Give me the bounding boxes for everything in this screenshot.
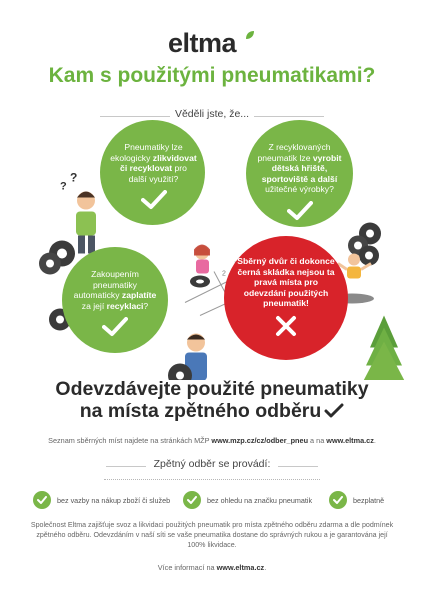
did-you-know-label: Věděli jste, že... — [174, 108, 250, 120]
checkmark-icon — [324, 403, 344, 418]
dotted-divider — [104, 479, 320, 480]
page-title: Kam s použitými pneumatikami? — [48, 64, 376, 87]
eltma-link[interactable]: www.eltma.cz — [326, 436, 374, 445]
checkmark-icon — [287, 201, 313, 221]
checkmark-icon — [141, 190, 167, 210]
condition-item: bez ohledu na značku pneumatik — [183, 491, 312, 509]
checkmark-icon — [329, 491, 347, 509]
fact-bubble-playground: Z recyklovaných pneumatik lze vyrobit dětská hřiště, sportoviště a další užitečné výrobky? — [246, 120, 353, 227]
checkmark-icon — [102, 317, 128, 337]
checkmark-icon — [183, 491, 201, 509]
info-paragraph: Společnost Eltma zajišťuje svoz a likvidaci použitých pneumatik pro místa zpětného odběru zdarma a dle podmínek zpětného odběru. Odevzdáním v naší síti se vaše pneumatika dostane do správných rukou a je garantována její 100% likvidace. — [30, 521, 394, 550]
source-text: Seznam sběrných míst najdete na stránkách MŽP www.mzp.cz/cz/odber_pneu a na www.eltma.cz. — [48, 436, 376, 445]
main-call-to-action: Odevzdávejte použité pneumatiky na místa zpětného odběru — [55, 378, 369, 422]
svg-text:2: 2 — [222, 270, 226, 278]
fact-bubble-recycle: Pneumatiky lze ekologicky zlikvidovat či recyklovat pro další využití? — [100, 120, 205, 225]
warning-bubble: Sběrný dvůr či dokonce černá skládka nejsou ta pravá místa pro odevzdání použitých pneumatik! — [224, 236, 348, 360]
tire-icon — [39, 241, 75, 275]
fact-bubble-payment: Zakoupením pneumatiky automaticky zaplatíte za její recyklaci? — [62, 247, 168, 353]
svg-text:?: ? — [60, 180, 67, 193]
man-with-tire-icon — [168, 334, 207, 381]
section-heading: Zpětný odběr se provádí: — [153, 458, 271, 470]
condition-item: bezplatně — [329, 491, 384, 509]
mzp-link[interactable]: www.mzp.cz/cz/odber_pneu — [211, 436, 309, 445]
checkmark-icon — [33, 491, 51, 509]
girl-icon — [190, 245, 210, 288]
eltma-logo: eltma — [168, 28, 237, 58]
condition-item: bez vazby na nákup zboží či služeb — [33, 491, 170, 509]
eltma-link[interactable]: www.eltma.cz — [216, 563, 265, 572]
more-info-text: Více informací na www.eltma.cz. — [157, 563, 267, 572]
svg-text:?: ? — [70, 170, 78, 185]
cross-icon — [275, 315, 297, 337]
tree-icon — [362, 316, 406, 381]
